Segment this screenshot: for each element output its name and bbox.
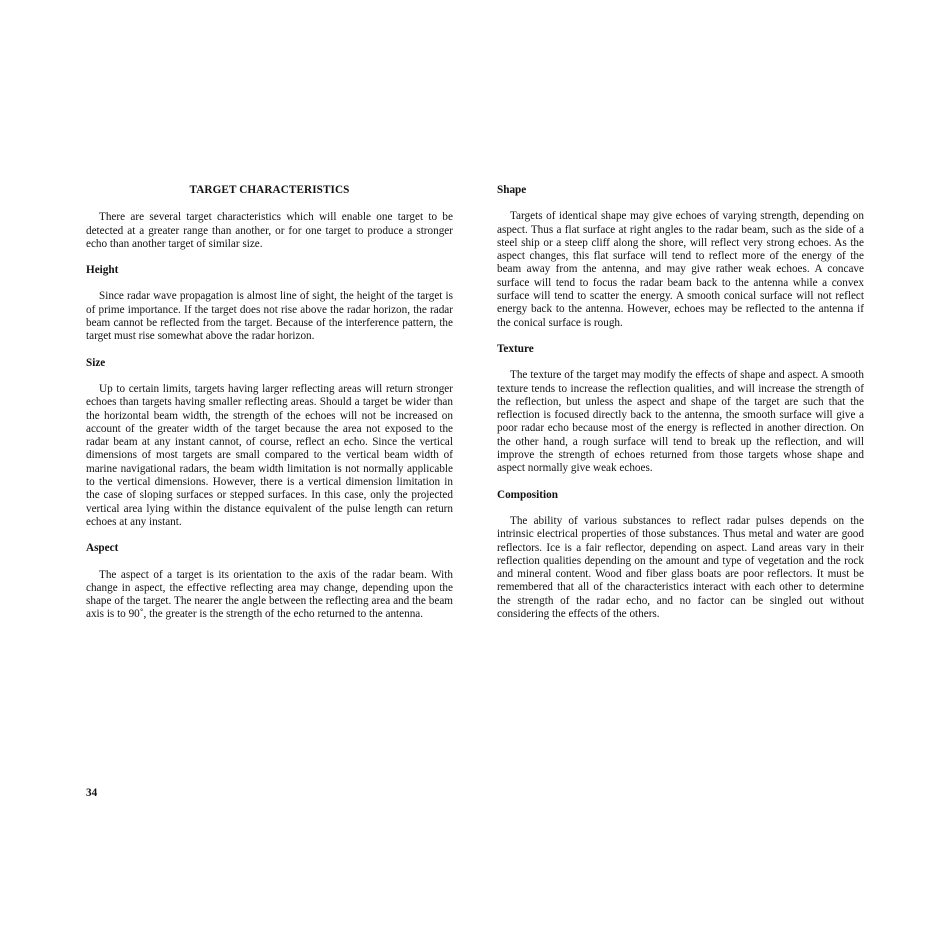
page-number: 34 (86, 787, 98, 799)
section-heading-aspect: Aspect (86, 542, 119, 555)
section-heading-size: Size (86, 356, 106, 369)
section-heading-height: Height (86, 264, 119, 277)
intro-paragraph: There are several target characteristics which will enable one target to be detected at a greater range than another, or for one target to produce a stronger echo than another target of similar size. (86, 211, 453, 250)
section-text-shape: Targets of identical shape may give echoes of varying strength, depending on aspect. Thus a flat surface at right angles to the radar beam, such as the side of a steel ship or a steep cliff along the shore, will reflect very strong echoes. As the aspect changes, this flat surface will tend to reflect more of the energy of the beam away from the antenna, and may give rather weak echoes. A concave surface will tend to focus the radar beam back to the antenna while a convex surface will tend to scatter the energy. A smooth conical surface will not reflect energy back to the antenna. However, echoes may be reflected to the antenna if the conical surface is rough. (497, 210, 864, 329)
left-column (86, 181, 453, 635)
section-text-size: Up to certain limits, targets having larger reflecting areas will return stronger echoes than targets having smaller reflecting areas. Should a target be wider than the horizontal beam width, the strength of the echoes will not be increased on account of the greater width of the target because the area not exposed to the radar beam at any instant cannot, of course, reflect an echo. Since the vertical dimensions of most targets are small compared to the vertical beam width of marine navigational radars, the beam width limitation is not normally applicable to the vertical dimensions. However, there is a vertical dimension limitation in the case of sloping surfaces or stepped surfaces. In this case, only the projected vertical area lying within the distance equivalent of the pulse length can return echoes at any instant. (86, 382, 453, 528)
section-heading-shape: Shape (497, 184, 527, 196)
section-text-height: Since radar wave propagation is almost line of sight, the height of the target is of prime importance. If the target does not rise above the radar horizon, the radar beam cannot be reflected from the target. Because of the interference pattern, the target must rise somewhat above the radar horizon. (86, 290, 453, 343)
section-heading-composition: Composition (497, 488, 558, 501)
section-text-composition: The ability of various substances to reflect radar pulses depends on the intrinsic electrical properties of those substances. Thus metal and water are good reflectors. Ice is a fair reflector, depending on aspect. Land areas vary in their reflection qualities depending on the amount and type of vegetation and the rock and mineral content. Wood and fiber glass boats are poor reflectors. It must be remembered that all of the characteristics interact with each other to determine the strength of the radar echo, and no factor can be singled out without considering the effects of the others. (497, 514, 864, 621)
section-text-texture: The texture of the target may modify the effects of shape and aspect. A smooth texture tends to increase the reflection qualities, and will increase the strength of the reflection, but unless the aspect and shape of the target are such that the reflection is focused directly back to the antenna, the smooth surface will give a poor radar echo because most of the energy is reflected in another direction. On the other hand, a rough surface will tend to break up the reflection, and will improve the strength of echoes returned from those targets whose shape and aspect normally give weak echoes. (497, 369, 864, 475)
page-title: TARGET CHARACTERISTICS (189, 184, 350, 196)
right-column (497, 181, 864, 634)
section-text-aspect: The aspect of a target is its orientation to the axis of the radar beam. With change in aspect, the effective reflecting area may change, depending upon the shape of the target. The nearer the angle between the reflecting area and the beam axis is to 90˚, the greater is the strength of the echo returned to the antenna. (86, 568, 453, 621)
section-heading-texture: Texture (497, 342, 534, 355)
